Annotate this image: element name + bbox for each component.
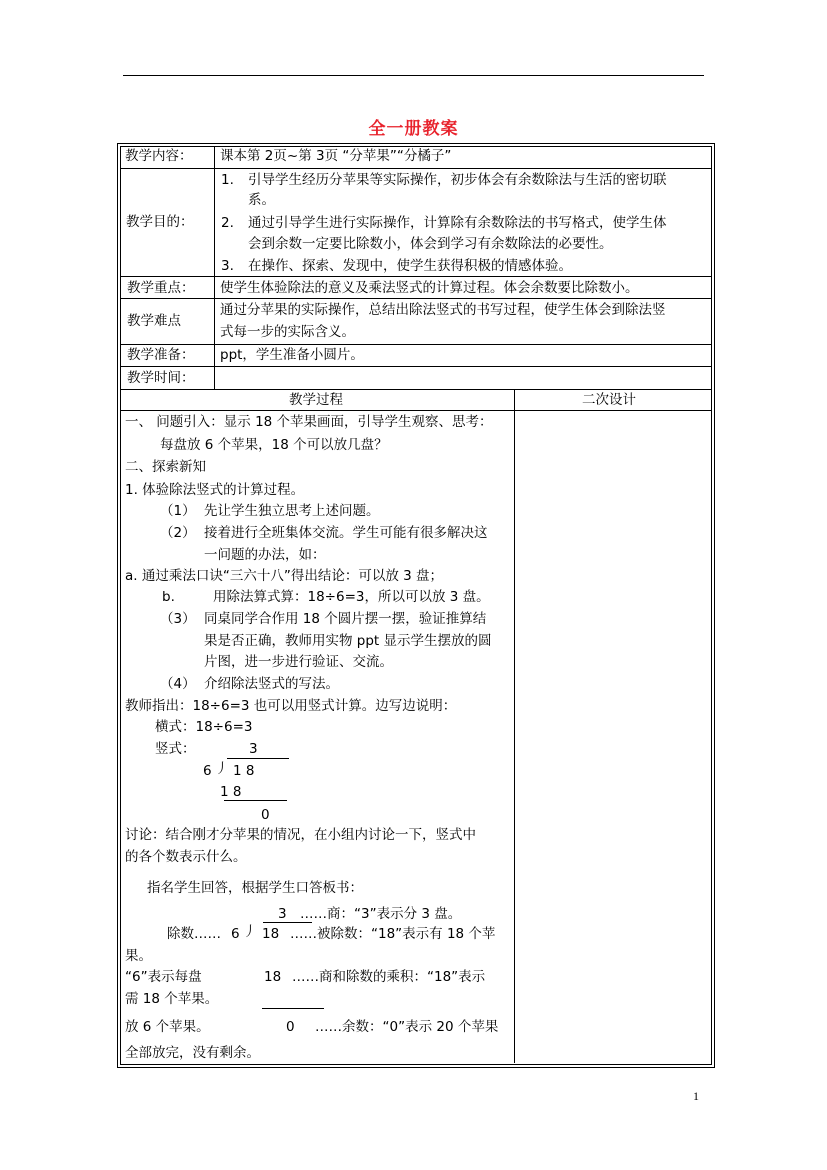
revision-header: 二次设计 [582,392,636,408]
key-point-label: 教学重点： [127,280,195,296]
process-line: 用除法算式算：18÷6=3，所以可以放 3 盘。 [213,589,490,605]
process-header: 教学过程 [289,392,343,408]
row-divider [120,276,711,277]
prep-value: ppt，学生准备小圆片。 [220,347,364,363]
difficulty-label: 教学难点 [127,313,181,329]
goal-line: 在操作、探索、发现中，使学生获得积极的情感体验。 [248,258,572,274]
goal-line: 系。 [248,192,275,208]
row-divider [120,168,711,169]
process-line: 讨论：结合刚才分苹果的情况，在小组内讨论一下，竖式中 [125,827,476,843]
row-divider [120,298,711,299]
dividend: 1 8 [233,763,255,779]
subtraction-bar [224,800,287,801]
process-line: a. 通过乘法口诀“三六十八”得出结论：可以放 3 盘； [125,568,444,584]
division-bracket: 丿 [243,924,257,940]
goal-number: 2. [221,215,234,231]
process-line: 片图，进一步进行验证、交流。 [204,654,393,670]
goal-line: 引导学生经历分苹果等实际操作，初步体会有余数除法与生活的密切联 [248,172,667,188]
annotation-line: 放 6 个苹果。 [125,1019,210,1035]
annotation-line: ……商和除数的乘积：“18”表示 [292,969,486,985]
row-divider [120,389,711,390]
divisor: 6 [231,926,240,942]
process-line: 介绍除法竖式的写法。 [204,676,339,692]
process-line: 接着进行全班集体交流。学生可能有很多解决这 [204,525,488,541]
annotation-line: ……被除数：“18”表示有 18 个苹 [290,926,496,942]
process-line: 的各个数表示什么。 [125,849,247,865]
process-line-number: （2） [160,525,196,541]
process-line-number: （1） [160,503,196,519]
product: 1 8 [220,784,242,800]
process-line: 一、 问题引入：显示 18 个苹果画面，引导学生观察、思考： [125,414,493,430]
time-label: 教学时间： [127,370,195,386]
content-value: 课本第 2页~第 3页 “分苹果”“分橘子” [220,148,452,164]
subtraction-bar [262,1008,324,1009]
annotation-line: 果。 [125,948,152,964]
remainder: 0 [261,807,270,823]
process-line: 1. 体验除法竖式的计算过程。 [125,482,305,498]
goal-number: 1. [221,172,234,188]
page-title: 全一册教案 [368,119,459,139]
annotation-line: “6”表示每盘 [125,969,202,985]
process-line: 二、探索新知 [125,459,206,475]
label-column-divider [214,146,215,389]
process-line: 同桌同学合作用 18 个圆片摆一摆，验证推算结 [204,611,487,627]
process-line: 横式：18÷6=3 [155,719,253,735]
page-number: 1 [693,1089,699,1103]
process-column-divider [514,389,515,1063]
annotation-line: 除数…… [167,926,221,942]
process-line: 果是否正确，教师用实物 ppt 显示学生摆放的圆 [204,633,492,649]
header-rule [123,75,704,76]
process-line: 教师指出：18÷6=3 也可以用竖式计算。边写边说明： [125,698,457,714]
row-divider [120,344,711,345]
key-point-value: 使学生体验除法的意义及乘法竖式的计算过程。体会余数要比除数小。 [220,280,639,296]
content-label: 教学内容： [125,148,193,164]
product: 18 [264,969,282,985]
goal-number: 3. [221,258,234,274]
row-divider [120,410,711,411]
row-divider [120,366,711,367]
goal-line: 通过引导学生进行实际操作，计算除有余数除法的书写格式，使学生体 [248,215,667,231]
difficulty-line: 通过分苹果的实际操作，总结出除法竖式的书写过程，使学生体会到除法竖 [220,302,666,318]
difficulty-line: 式每一步的实际含义。 [220,324,355,340]
division-bracket: 丿 [215,761,229,777]
process-line: 指名学生回答，根据学生口答板书： [147,880,363,896]
quotient: 3 [249,741,258,757]
process-line-number: （4） [160,676,196,692]
annotation-line: 全部放完，没有剩余。 [125,1045,260,1061]
process-line: 竖式： [155,741,196,757]
annotation-line: 需 18 个苹果。 [125,991,219,1007]
prep-label: 教学准备： [127,347,195,363]
annotation-line: ……商：“3”表示分 3 盘。 [300,906,462,922]
goal-label: 教学目的： [126,214,194,230]
divisor: 6 [203,763,212,779]
remainder: 0 [286,1019,295,1035]
annotation-line: ……余数：“0”表示 20 个苹果 [315,1019,499,1035]
process-line-number: （3） [160,611,196,627]
process-line: 先让学生独立思考上述问题。 [204,503,380,519]
process-line: 每盘放 6 个苹果，18 个可以放几盘？ [160,437,388,453]
quotient: 3 [278,906,287,922]
dividend: 18 [262,926,280,942]
process-line-number: b. [162,589,175,605]
division-bar [227,758,289,759]
goal-line: 会到余数一定要比除数小，体会到学习有余数除法的必要性。 [248,236,613,252]
process-line: 一问题的办法，如： [204,547,326,563]
